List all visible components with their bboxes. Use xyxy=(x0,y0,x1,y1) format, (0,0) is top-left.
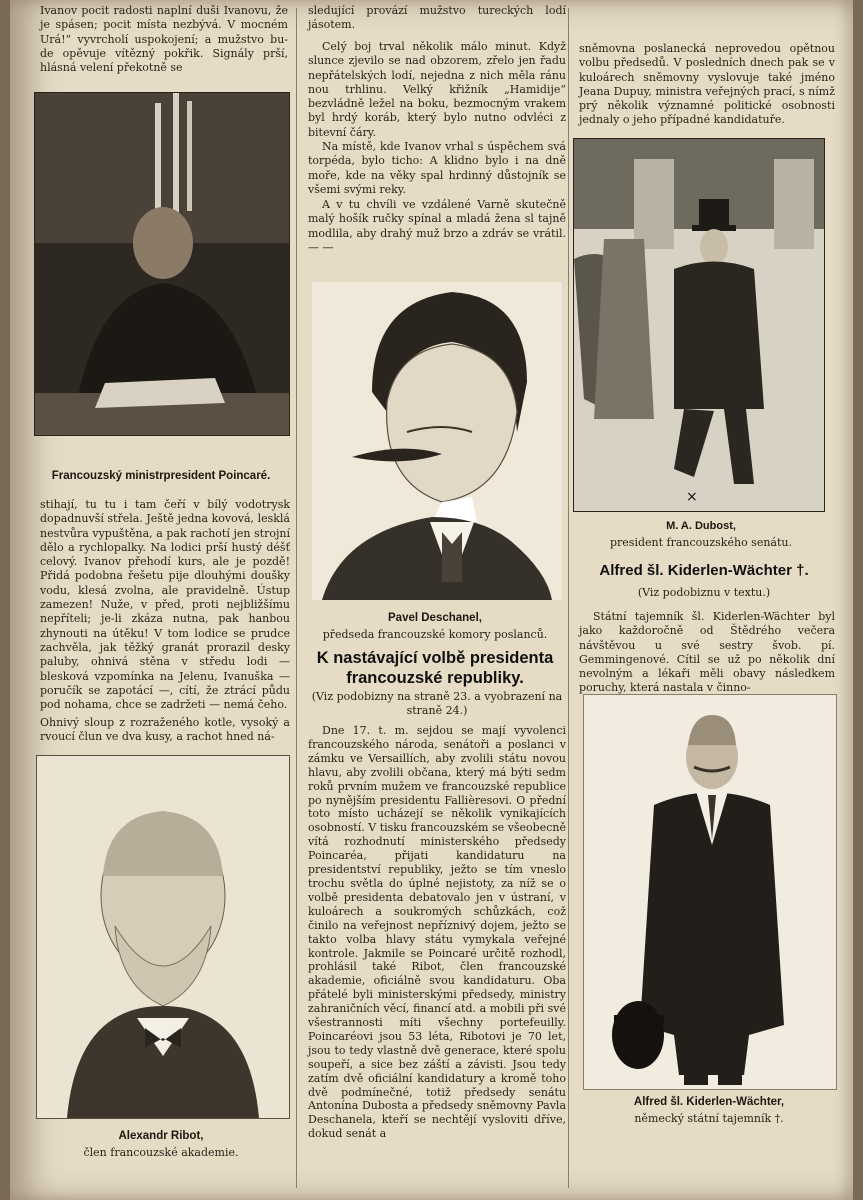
ribot-name: Alexandr Ribot, xyxy=(118,1130,204,1142)
kiderlen-article: Státní tajemník šl. Kiderlen-Wächter byl jako každoročně od Štědrého večera návštěvou u své sestry švob. pí. Gemmingenové. Cítil se už po několik dní nevolným a lékaři měli obavy následkem poruchy, která nastala v činno- xyxy=(579,610,835,695)
poincare-photo xyxy=(34,92,290,436)
ribot-portrait xyxy=(36,755,290,1119)
kiderlen-headline-note: (Viz podobiznu v textu.) xyxy=(637,586,771,599)
dubost-photo xyxy=(573,138,825,512)
election-headline: K nastávající volbě presidenta francouzské republiky. xyxy=(316,649,554,687)
dubost-role: president francouzského senátu. xyxy=(610,536,792,549)
column-divider-2 xyxy=(568,8,569,1188)
dubost-name: M. A. Dubost, xyxy=(666,520,736,532)
newspaper-page xyxy=(10,0,853,1200)
deschanel-name: Pavel Deschanel, xyxy=(388,612,482,624)
col1-mid-text2: Ohnivý sloup z rozraženého kotle, vysoký a rvoucí člun ve dva kusy, a rachot hned ná- xyxy=(40,716,290,744)
election-article: Dne 17. t. m. sejdou se mají vyvolenci francouzského národa, senátoři a poslanci v zámku ve Versaillích, aby zvolili státu novou hlavu, aby zvolili občana, který má býti sedm roků prvním mužem ve francouzské republice po nynějším presidentu Fallièresovi. O přední toto místo ucházejí se několik vynikajících osobností. V tisku francouzském se všeobecně vítá rozhodnutí ministerského předsedy Poincaréa, přijati kandidaturu na presidentství republiky, ježto se tím vneslo trochu světla do úplné nejistoty, za níž se o volbě presidenta debatovalo jen v ústraní, v kuloárech a soukromých schůzkách, což činilo na veřejnost nepříznivý dojem, ježto se takto volba hlavy státu vymykala veřejné kontrole. Jakmile se Poincaré určitě rozhodl, prohlásil také Ribot, člen francouzské akademie, oficiálně svou kandidaturu. Oba přátelé byli ministerskými předsedy, ministry zahraničních věcí, financí atd. a mobili při své všestrannosti míti všechny portefeuilly. Poincaréovi jsou 53 léta, Ribotovi je 70 let, jsou to tedy vlastně dvě generace, které spolu soupeří, a sice bez záští a závisti. Jsou tedy zatím dvě oficiální kandidatury a kromě toho dvě podmínečné, totiž předsedy senátu Antonína Dubosta a předsedy sněmovny Pavla Deschanela, kteří se nechtějí vysloviti dříve, dokud senát a xyxy=(308,724,566,1141)
ribot-role: člen francouzské akademie. xyxy=(83,1146,239,1159)
col2-para2: Na místě, kde Ivanov vrhal s úspěchem svá torpéda, bylo ticho: A klidno bylo i na dně moře, kde na věky spal hrdinný důstojník se všemi svými reky. xyxy=(308,140,566,196)
kiderlen-role: německý státní tajemník †. xyxy=(634,1112,784,1125)
col1-mid-text: stihají, tu tu i tam čeří v bílý vodotrysk dopadnuvší střela. Ještě jedna kovová, lesklá nestvůra vypuštěna, a pak rachotí jen strojní dělo a rychlopalky. Na lodici prší hustý déšť celový. Ivanov přehodí kurs, ale je pozdě! Přidá podobna řešetu pije dlouhými doušky vodu, klesá zvolna, ale pravidelně. Ústup zamezen! Nuže, v před, proti nejbližšímu nepříteli; je-li zkáza nutna, pak hanbou zhynouti na útěku! V tom lodice se prudce zachvěla, jak těžký granát prorazil desky paluby, ohnivá stěna v středu lodi — blesková vzpomínka na Jelenu, Ivanuška — poručík se zapotácí —, cítí, že ztrácí půdu pod nohama, chce se zadržeti — nemá čeho. xyxy=(40,498,290,712)
kiderlen-name: Alfred šl. Kiderlen-Wächter, xyxy=(633,1096,785,1108)
column-divider-1 xyxy=(296,8,297,1188)
col3-top-text: sněmovna poslanecká neprovedou opětnou volbu předsedů. V posledních dnech pak se v kuloárech sněmovny vyslovuje také jméno Jeana Dupuy, ministra veřejných prací, s nímž prý několik významné politické osobnosti jednaly o jeho případné kandidatuře. xyxy=(579,42,835,127)
col2-para1: Celý boj trval několik málo minut. Když slunce zjevilo se nad obzorem, zřelo jen řadu nepřátelských lodí, nejedna z nich měla ránu nou trhlinu. Velký křižník „Hamidije“ bezvládně ležel na boku, bezmocným vrakem byl hrdý koráb, který bylo nutno odvléci z bitevní čáry. xyxy=(308,40,566,139)
col2-top-text: sledující provází mužstvo tureckých lodí jásotem. xyxy=(308,4,566,32)
svg-text:×: × xyxy=(686,489,698,505)
col1-top-text: Ivanov pocit radosti naplní duši Ivanovu, že je spásen; pocit místa nezbývá. V mocném Urá!“ vyvrcholí uspokojení; a mužstvo bu- de opěvuje vítězný pokřik. Signály prší, hlásná velení překotně se xyxy=(40,4,288,75)
poincare-caption: Francouzský ministrpresident Poincaré. xyxy=(51,470,271,482)
deschanel-portrait xyxy=(312,282,562,600)
deschanel-role: předseda francouzské komory poslanců. xyxy=(322,628,548,641)
col2-para3: A v tu chvíli ve vzdálené Varně skutečně malý hošík ručky spínal a mladá žena sl tajně modlila, aby drahý muž brzo a zdráv se vrátil. — — xyxy=(308,198,566,254)
kiderlen-photo xyxy=(583,694,837,1090)
election-headline-note: (Viz podobizny na straně 23. a vyobrazení na straně 24.) xyxy=(311,690,563,717)
kiderlen-headline: Alfred šl. Kiderlen-Wächter †. xyxy=(599,562,809,579)
